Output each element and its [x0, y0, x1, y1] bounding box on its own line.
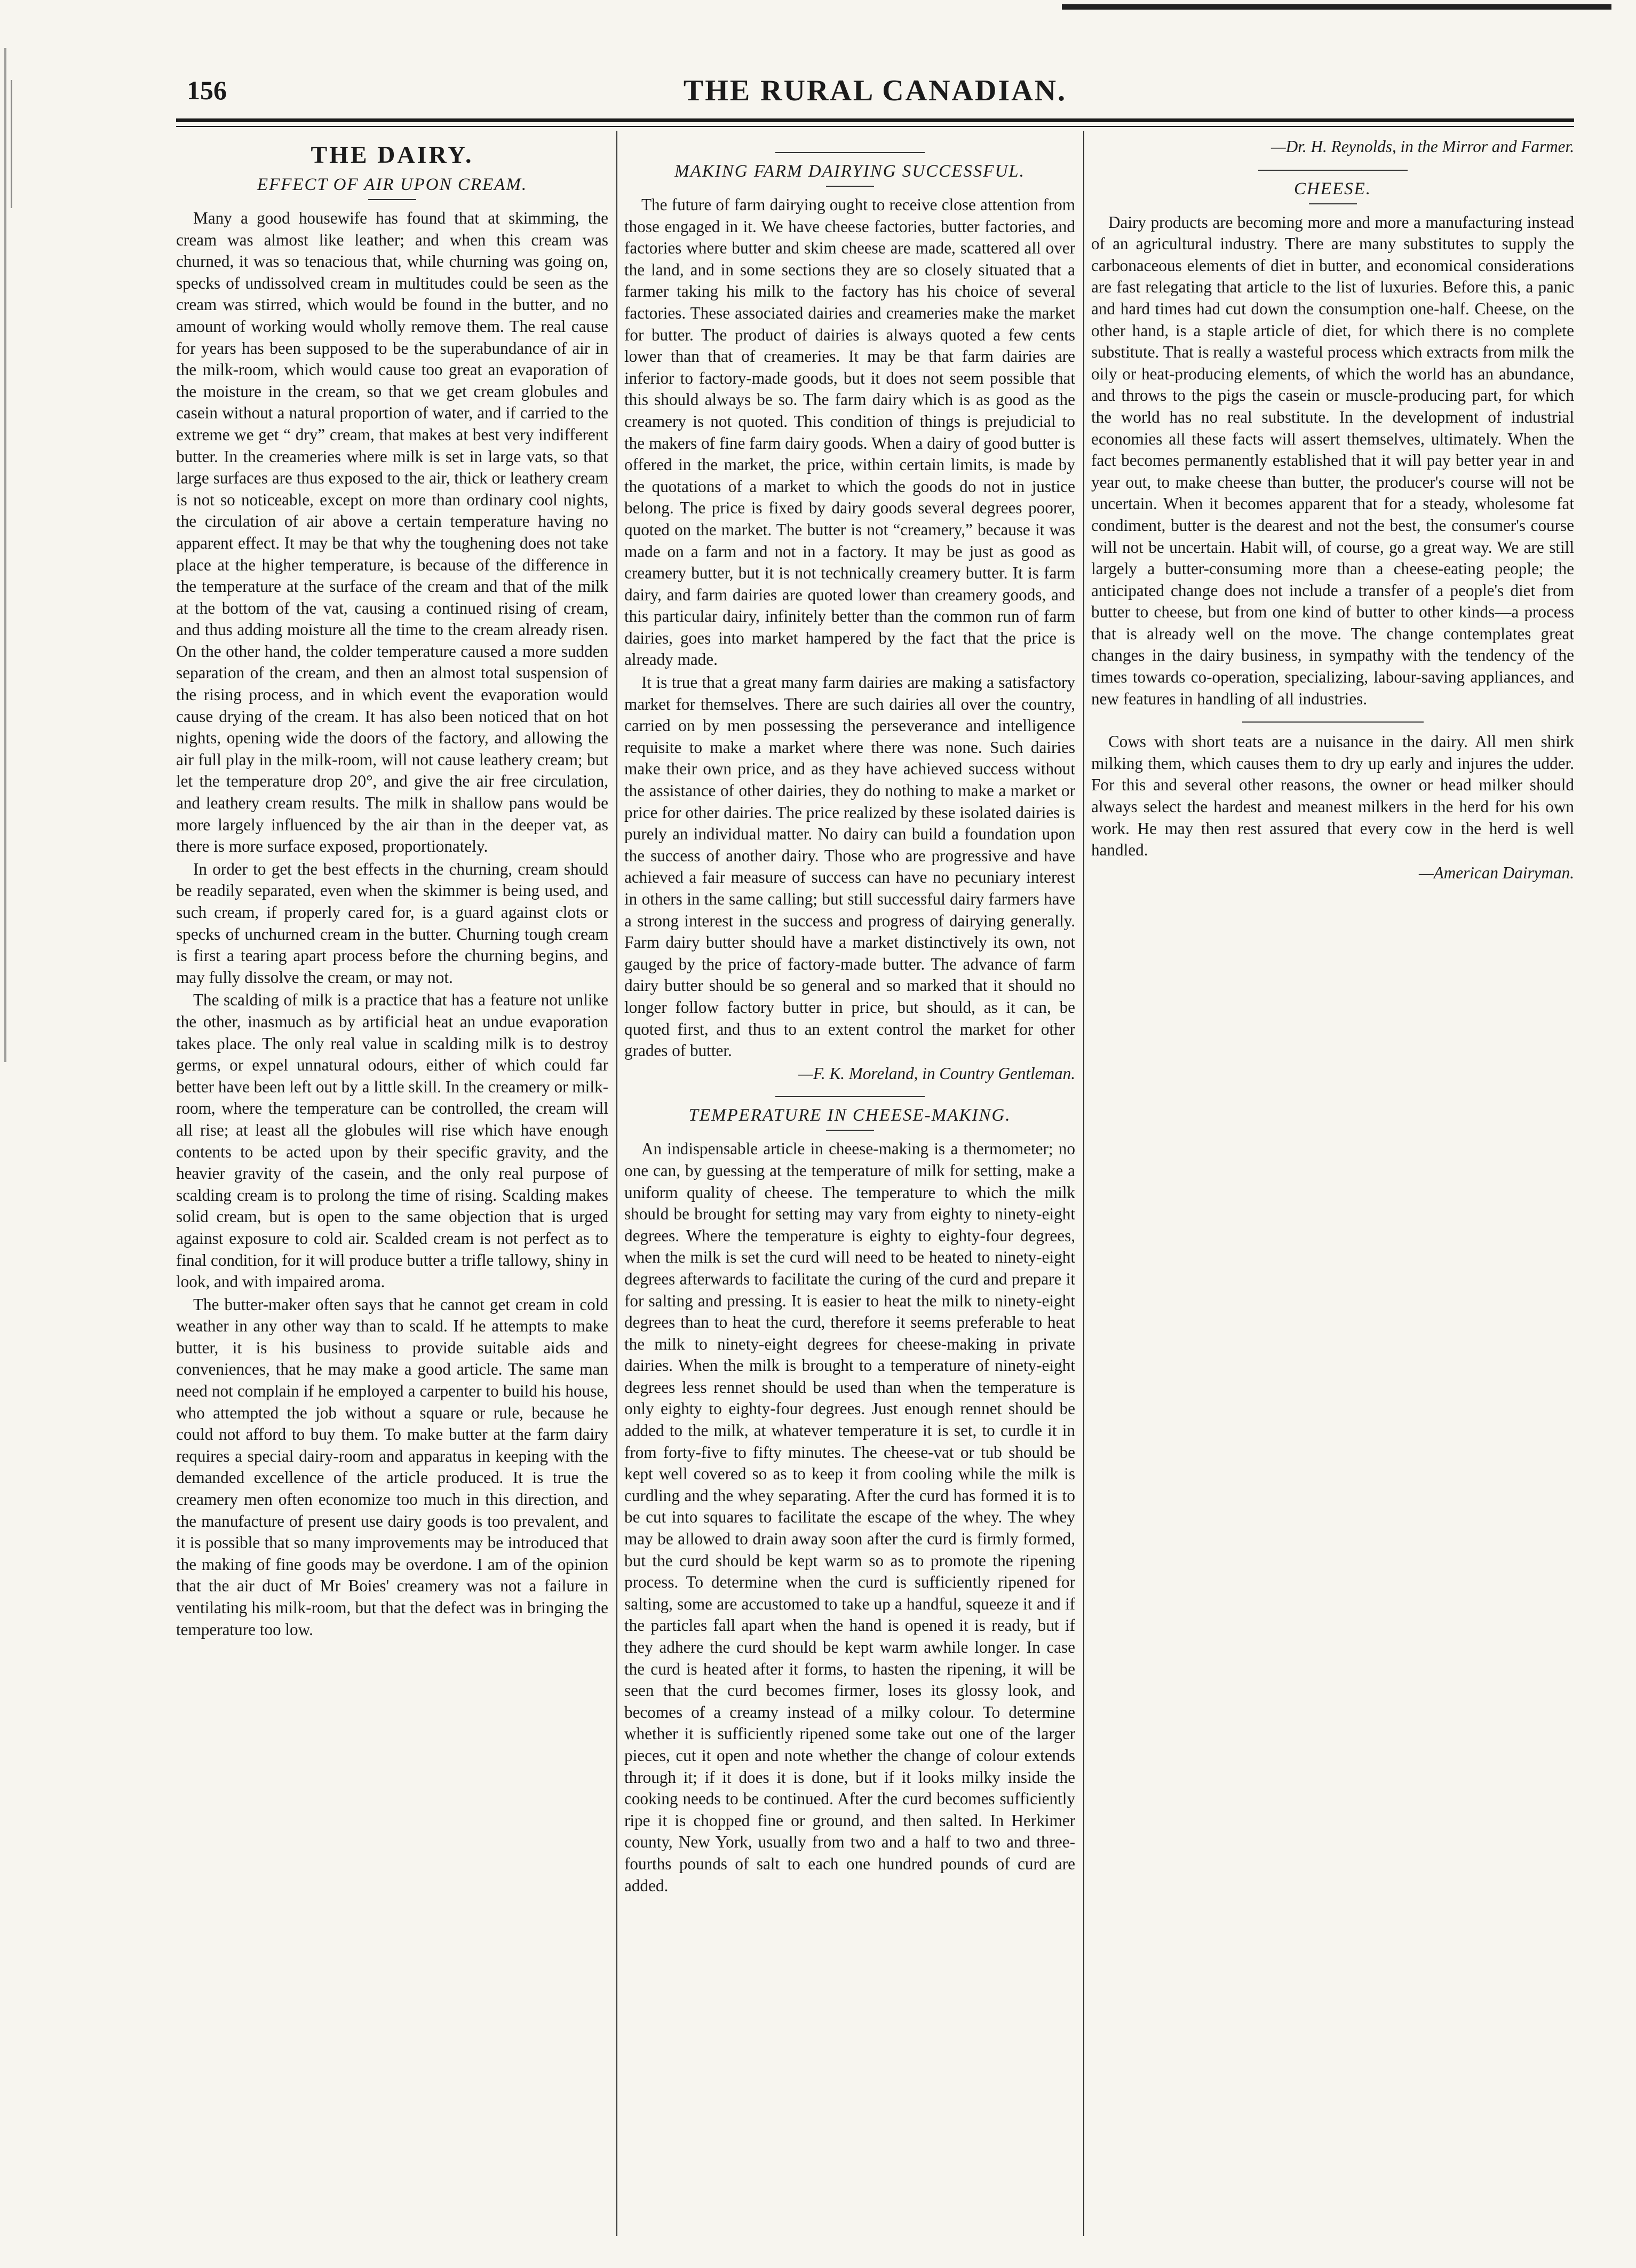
scan-artifact-left-short — [11, 80, 12, 208]
masthead: THE RURAL CANADIAN. — [683, 74, 1067, 107]
section-divider — [775, 152, 925, 153]
title-rule — [826, 1130, 874, 1131]
article-title: MAKING FARM DAIRYING SUCCESSFUL. — [674, 162, 1025, 181]
department-heading: THE DAIRY. — [311, 141, 474, 168]
article-paragraph: Cows with short teats are a nuisance in the dairy. All men shirk milking them, which causes them to dry up early and injures the udder. For this and several other reasons, the owner or head milker should always select the hardest and meanest milkers in the herd for his own work. He may then rest assured that every cow in the herd is well handled. — [1091, 732, 1574, 860]
header-rule-thin — [176, 126, 1574, 127]
article-title: TEMPERATURE IN CHEESE-MAKING. — [688, 1106, 1011, 1125]
article-signature: —Dr. H. Reynolds, in the Mirror and Farmer. — [1271, 137, 1574, 156]
title-rule — [826, 186, 874, 187]
article-paragraph: In order to get the best effects in the churning, cream should be readily separated, even when the skimmer is being used, and such cream, if properly cared for, is a guard against clots or specks of unchurned cream in the butter. Churning tough cream is first a tearing apart process before the churning begins, and may fully dissolve the cream, or may not. — [176, 859, 608, 987]
scan-artifact-left — [4, 48, 6, 1062]
page-header — [176, 64, 1574, 112]
section-divider — [1258, 170, 1408, 171]
article-paragraph: The scalding of milk is a practice that has a feature not unlike the other, inasmuch as by artificial heat an undue evaporation takes place. The only real value in scalding milk is to destroy germs, or expel unnatural odours, either of which could far better have been left out by a little skill. In the creamery or milk-room, where the temperature can be controlled, the cream will all rise; at least all the globules will rise which have enough contents to be acted upon by their specific gravity, and the heavier gravity of the casein, and the only real purpose of scalding cream is to prolong the time of rising. Scalding makes solid cream, but is open to the same objection that is urged against exposure to cold air. Scalded cream is not perfect as to final condition, for it will produce butter a trifle tallowy, shiny in look, and with impaired aroma. — [176, 990, 608, 1291]
article-title: CHEESE. — [1293, 179, 1372, 199]
column-1 — [176, 131, 608, 2236]
article-paragraph: An indispensable article in cheese-making is a thermometer; no one can, by guessing at the temperature of milk for setting, make a uniform quality of cheese. The temperature to which the milk should be brought for setting may vary from eighty to ninety-eight degrees. Where the temperature is eighty to eighty-four degrees, when the milk is set the curd will need to be heated to ninety-eight degrees afterwards to facilitate the curing of the curd and prepare it for salting and pressing. It is easier to heat the milk to ninety-eight degrees than to heat the curd, therefore it seems preferable to heat the milk to ninety-eight degrees for cheese-making in private dairies. When the milk is brought to a temperature of ninety-eight degrees less rennet should be used than when the temperature is only eighty to eighty-four degrees. Just enough rennet should be added to the milk, at whatever temperature it is set, to curdle it in from forty-five to fifty minutes. The cheese-vat or tub should be kept well covered so as to keep it from cooling while the milk is curdling and the whey separating. After the curd has formed it is to be cut into squares to facilitate the escape of the whey. The whey may be allowed to drain away soon after the curd is firmly formed, but the curd should be kept warm so as to promote the ripening process. To determine when the curd is sufficiently ripened for salting, some are accustomed to take up a handful, squeeze it and if the particles fall apart when the hand is opened it is ready, but if they adhere the curd should be kept warm awhile longer. In case the curd is heated after it forms, to hasten the ripening, it will be seen that the curd becomes firmer, loses its glossy look, and becomes of a creamy instead of a milky colour. To determine whether it is sufficiently ripened some take out one of the larger pieces, cut it open and note whether the change of colour extends through it; if it does it is done, but if it looks milky inside the cooking needs to be continued. After the curd becomes sufficiently ripe it is chopped fine or ground, and then salted. In Herkimer county, New York, usually from two and a half to two and three-fourths pounds of salt to each one hundred pounds of curd are added. — [624, 1139, 1075, 1895]
article-signature: —American Dairyman. — [1418, 863, 1574, 882]
header-rule-thick — [176, 118, 1574, 122]
section-divider — [1242, 721, 1424, 723]
article-paragraph: Dairy products are becoming more and more a manufacturing instead of an agricultural industry. There are many substitutes to supply the carbonaceous elements of diet in butter, and economical considerations are fast relegating that article to the list of luxuries. Before this, a panic and hard times had cut down the consumption one-half. Cheese, on the other hand, is a staple article of diet, for which there is no complete substitute. That is really a wasteful process which extracts from milk the oily or heat-producing elements, of which the world has an abundance, and throws to the pigs the casein or muscle-producing part, for which the world has no real substitute. In the development of industrial economies all these facts will assert themselves, ultimately. When the fact becomes permanently established that it will pay better year in and year out, to make cheese than butter, the producer's course will not be uncertain. When it becomes apparent that for a steady, wholesome fat condiment, butter is the dearest and not the best, the consumer's course will not be uncertain. Habit will, of course, go a great way. We are still largely a butter-consuming more than a cheese-eating people; the anticipated change does not include a transfer of a people's diet from butter to cheese, but from one kind of butter to other kinds—a process that is already well on the move. The change contemplates great changes in the dairy business, in sympathy with the tendency of the times towards co-operation, specializing, labour-saving appliances, and new features in handling of all industries. — [1091, 212, 1574, 708]
column-2 — [624, 131, 1075, 2236]
section-divider — [775, 1096, 925, 1097]
article-paragraph: It is true that a great many farm dairies are making a satisfactory market for themselves. There are such dairies all over the country, carried on by men possessing the perseverance and intelligence requisite to make a market where there was none. Such dairies make their own price, and as they have achieved success without the assistance of other dairies, they do nothing to make a market or price for other dairies. The price realized by these isolated dairies is purely an individual matter. No dairy can build a foundation upon the success of another dairy. Those who are progressive and have achieved a fair measure of success can have no pecuniary interest in others in the same calling; but still successful dairy farmers have a strong interest in the success and progress of dairying generally. Farm dairy butter should have a market distinctively its own, not gauged by the price of factory-made butter. The advance of farm dairy butter should be so general and so marked that it should no longer follow factory butter in price, but should, as it can, be quoted first, and thus to an extent control the market for other grades of butter. — [624, 673, 1075, 1060]
article-paragraph: The future of farm dairying ought to receive close attention from those engaged in it. We have cheese factories, butter factories, and factories where butter and skim cheese are made, scattered all over the land, and in some sections they are so closely situated that a farmer taking his milk to the factory has his choice of several factories. These associated dairies and creameries make the market for butter. The product of dairies is always quoted a few cents lower than that of creameries. It may be that farm dairies are inferior to factory-made goods, but it does not seem possible that this should always be so. The farm dairy which is as good as the creamery is not quoted. This condition of things is prejudicial to the makers of fine farm dairy goods. When a dairy of good butter is offered in the market, the price, within certain limits, is made by the quotations of a market to which the goods do not in justice belong. The price is fixed by dairy goods several degrees poorer, quoted on the market. The butter is not “creamery,” because it was made on a farm and not in a factory. It may be just as good as creamery butter, but it is not technically creamery butter. It is farm dairy, and farm dairies are quoted lower than creamery goods, and this particular dairy, infinitely better than the common run of farm dairies, goes into market hampered by the fact that the price is already made. — [624, 195, 1075, 669]
article-paragraph: Many a good housewife has found that at skimming, the cream was almost like leather; and when this cream was churned, it was so tenacious that, while churning was going on, specks of undissolved cream in multitudes could be seen as the cream was stirred, which would be found in the butter, and no amount of working would wholly remove them. The real cause for years has been supposed to be the superabundance of air in the milk-room, which would cause too great an evaporation of the moisture in the cream, so that we get cream globules and casein without a natural proportion of water, and if carried to the extreme we get “ dry” cream, that makes at best very indifferent butter. In the creameries where milk is set in large vats, so that large surfaces are thus exposed to the air, thick or leathery cream is not so noticeable, except on more than ordinary cool nights, the circulation of air above a certain temperature having no apparent effect. It may be that why the toughening does not take place at the higher temperature, is because of the difference in the temperature at the surface of the cream and that of the milk at the bottom of the vat, causing a continued rising of cream, and thus adding moisture all the time to the cream already risen. On the other hand, the colder temperature caused a more sudden separation of the cream, and then an almost total suspension of the rising process, and in which event the evaporation would cause drying of the cream. It has also been noticed that on hot nights, opening wide the doors of the factory, and allowing the air full play in the milk-room, will not cause leathery cream; but let the temperature drop 20°, and give the air free circulation, and leathery cream results. The milk in shallow pans would be more largely influenced by the air than in the deeper vat, as there is more surface exposed, proportionately. — [176, 209, 608, 856]
scan-artifact-top — [1062, 4, 1611, 10]
page-number: 156 — [187, 75, 227, 105]
article-signature: —F. K. Moreland, in Country Gentleman. — [798, 1064, 1075, 1083]
column-rule — [616, 131, 617, 2236]
column-rule — [1083, 131, 1084, 2236]
column-3 — [1091, 131, 1574, 2236]
article-paragraph: The butter-maker often says that he cannot get cream in cold weather in any other way than to scald. If he attempts to make butter, it is his business to provide suitable aids and conveniences, that he may make a good article. The same man need not complain if he employed a carpenter to build his house, who attempted the job without a square or rule, because he could not afford to buy them. To make butter at the farm dairy requires a special dairy-room and apparatus in keeping with the demanded excellence of the article produced. It is true the creamery men often economize too much in this direction, and the manufacture of present use dairy goods is too prevalent, and it is possible that so many improvements may be introduced that the making of fine goods may be overdone. I am of the opinion that the air duct of Mr Boies' creamery was not a failure in ventilating his milk-room, but that the defect was in bringing the temperature too low. — [176, 1295, 608, 1639]
title-rule — [368, 199, 416, 200]
article-title: EFFECT OF AIR UPON CREAM. — [257, 175, 528, 194]
title-rule — [1309, 203, 1357, 204]
